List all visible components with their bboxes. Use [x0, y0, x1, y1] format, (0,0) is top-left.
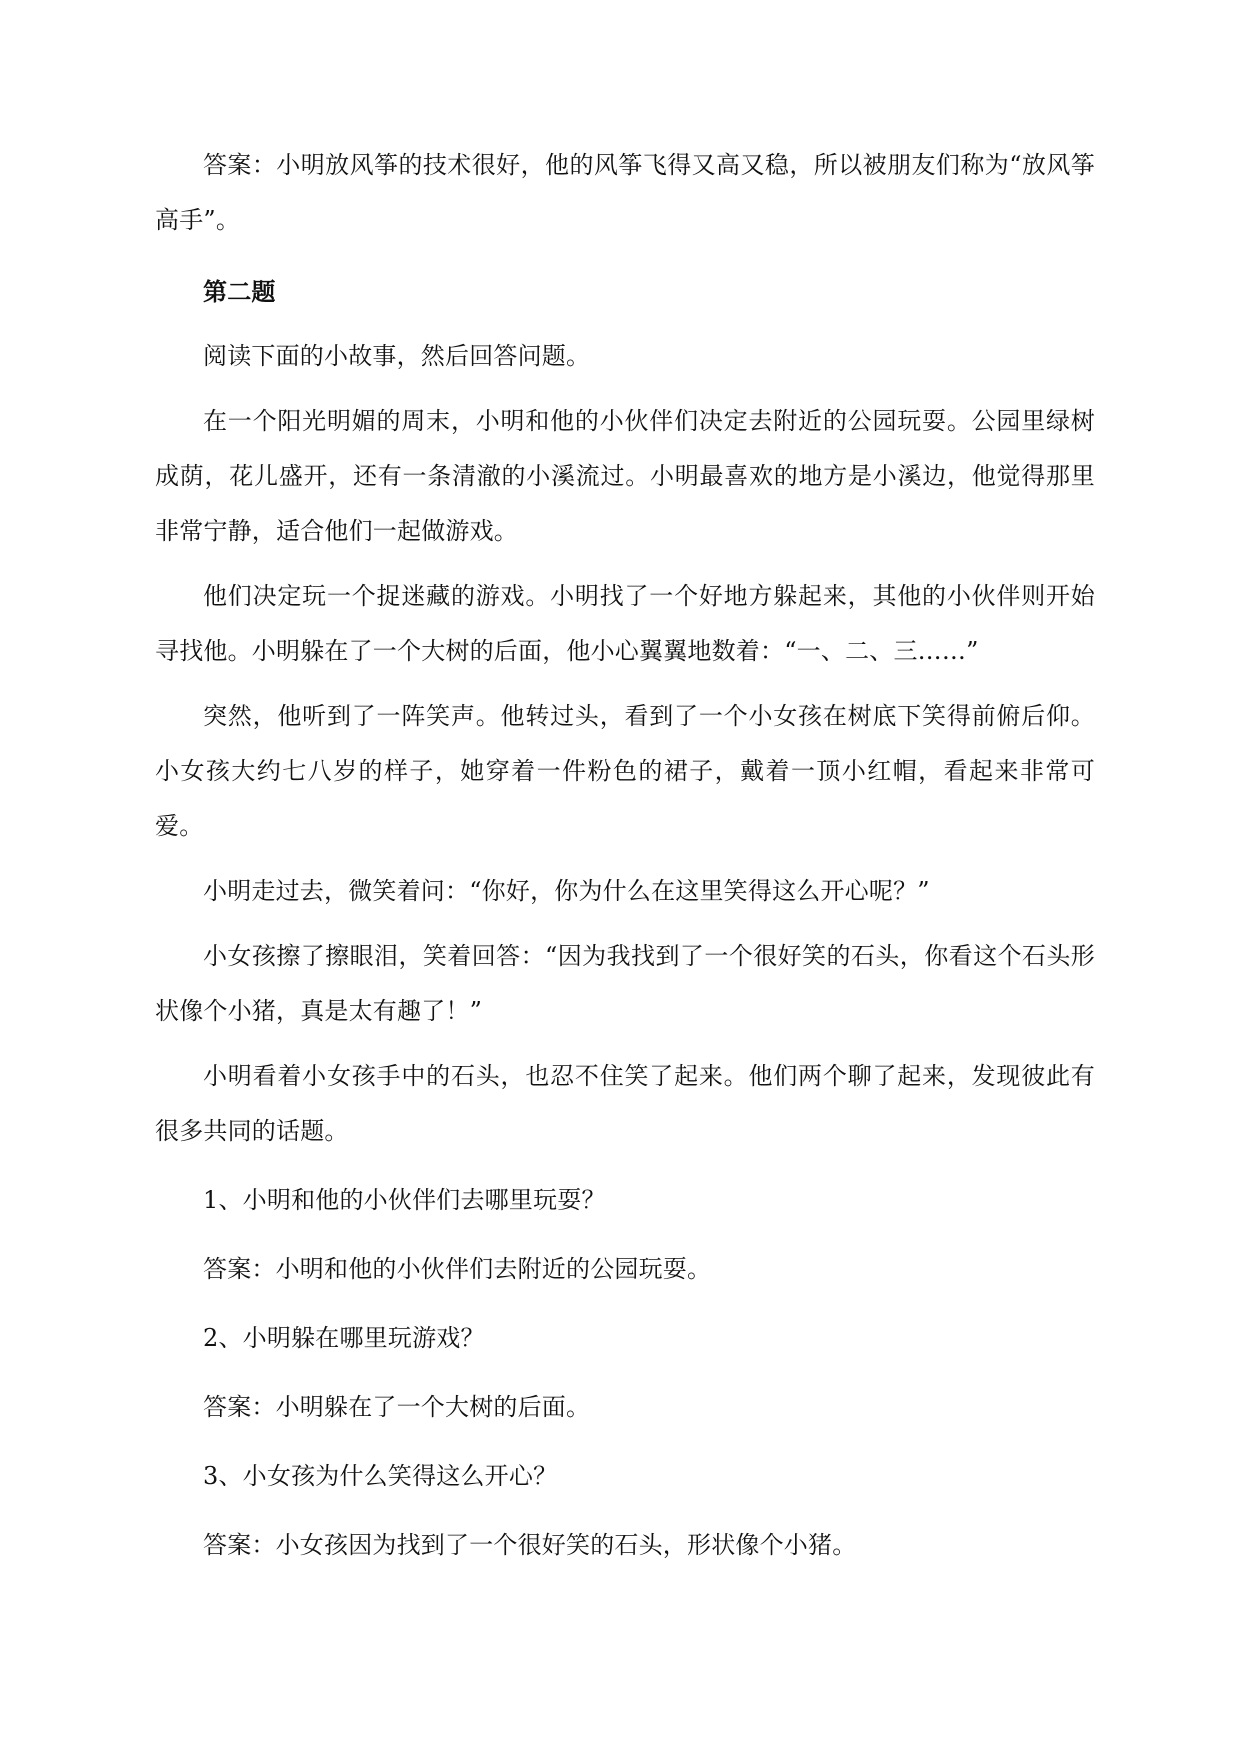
instruction-text: 阅读下面的小故事，然后回答问题。	[203, 342, 591, 370]
previous-answer: 答案：小明放风筝的技术很好，他的风筝飞得又高又稳，所以被朋友们称为“放风筝高手”。	[155, 151, 1095, 234]
document-body	[155, 138, 1095, 1573]
answer-item: 答案：小女孩因为找到了一个很好笑的石头，形状像个小猪。	[203, 1531, 857, 1559]
story-paragraph: 突然，他听到了一阵笑声。他转过头，看到了一个小女孩在树底下笑得前俯后仰。小女孩大约七八岁的样子，她穿着一件粉色的裙子，戴着一顶小红帽，看起来非常可爱。	[155, 702, 1095, 840]
question-item: 1、小明和他的小伙伴们去哪里玩耍？	[203, 1186, 606, 1214]
story-paragraph: 在一个阳光明媚的周末，小明和他的小伙伴们决定去附近的公园玩耍。公园里绿树成荫，花儿盛开，还有一条清澈的小溪流过。小明最喜欢的地方是小溪边，他觉得那里非常宁静，适合他们一起做游戏。	[155, 407, 1095, 545]
question-item: 2、小明躲在哪里玩游戏？	[203, 1324, 485, 1352]
question-item: 3、小女孩为什么笑得这么开心？	[203, 1462, 558, 1490]
answer-item: 答案：小明躲在了一个大树的后面。	[203, 1393, 591, 1421]
story-paragraph: 小女孩擦了擦眼泪，笑着回答：“因为我找到了一个很好笑的石头，你看这个石头形状像个小猪，真是太有趣了！”	[155, 942, 1095, 1025]
section-heading: 第二题	[203, 277, 276, 306]
story-paragraph: 小明看着小女孩手中的石头，也忍不住笑了起来。他们两个聊了起来，发现彼此有很多共同的话题。	[155, 1062, 1095, 1145]
story-paragraph: 他们决定玩一个捉迷藏的游戏。小明找了一个好地方躲起来，其他的小伙伴则开始寻找他。小明躲在了一个大树的后面，他小心翼翼地数着：“一、二、三……”	[155, 582, 1095, 665]
story-paragraph: 小明走过去，微笑着问：“你好，你为什么在这里笑得这么开心呢？”	[203, 877, 930, 905]
answer-item: 答案：小明和他的小伙伴们去附近的公园玩耍。	[203, 1255, 712, 1283]
